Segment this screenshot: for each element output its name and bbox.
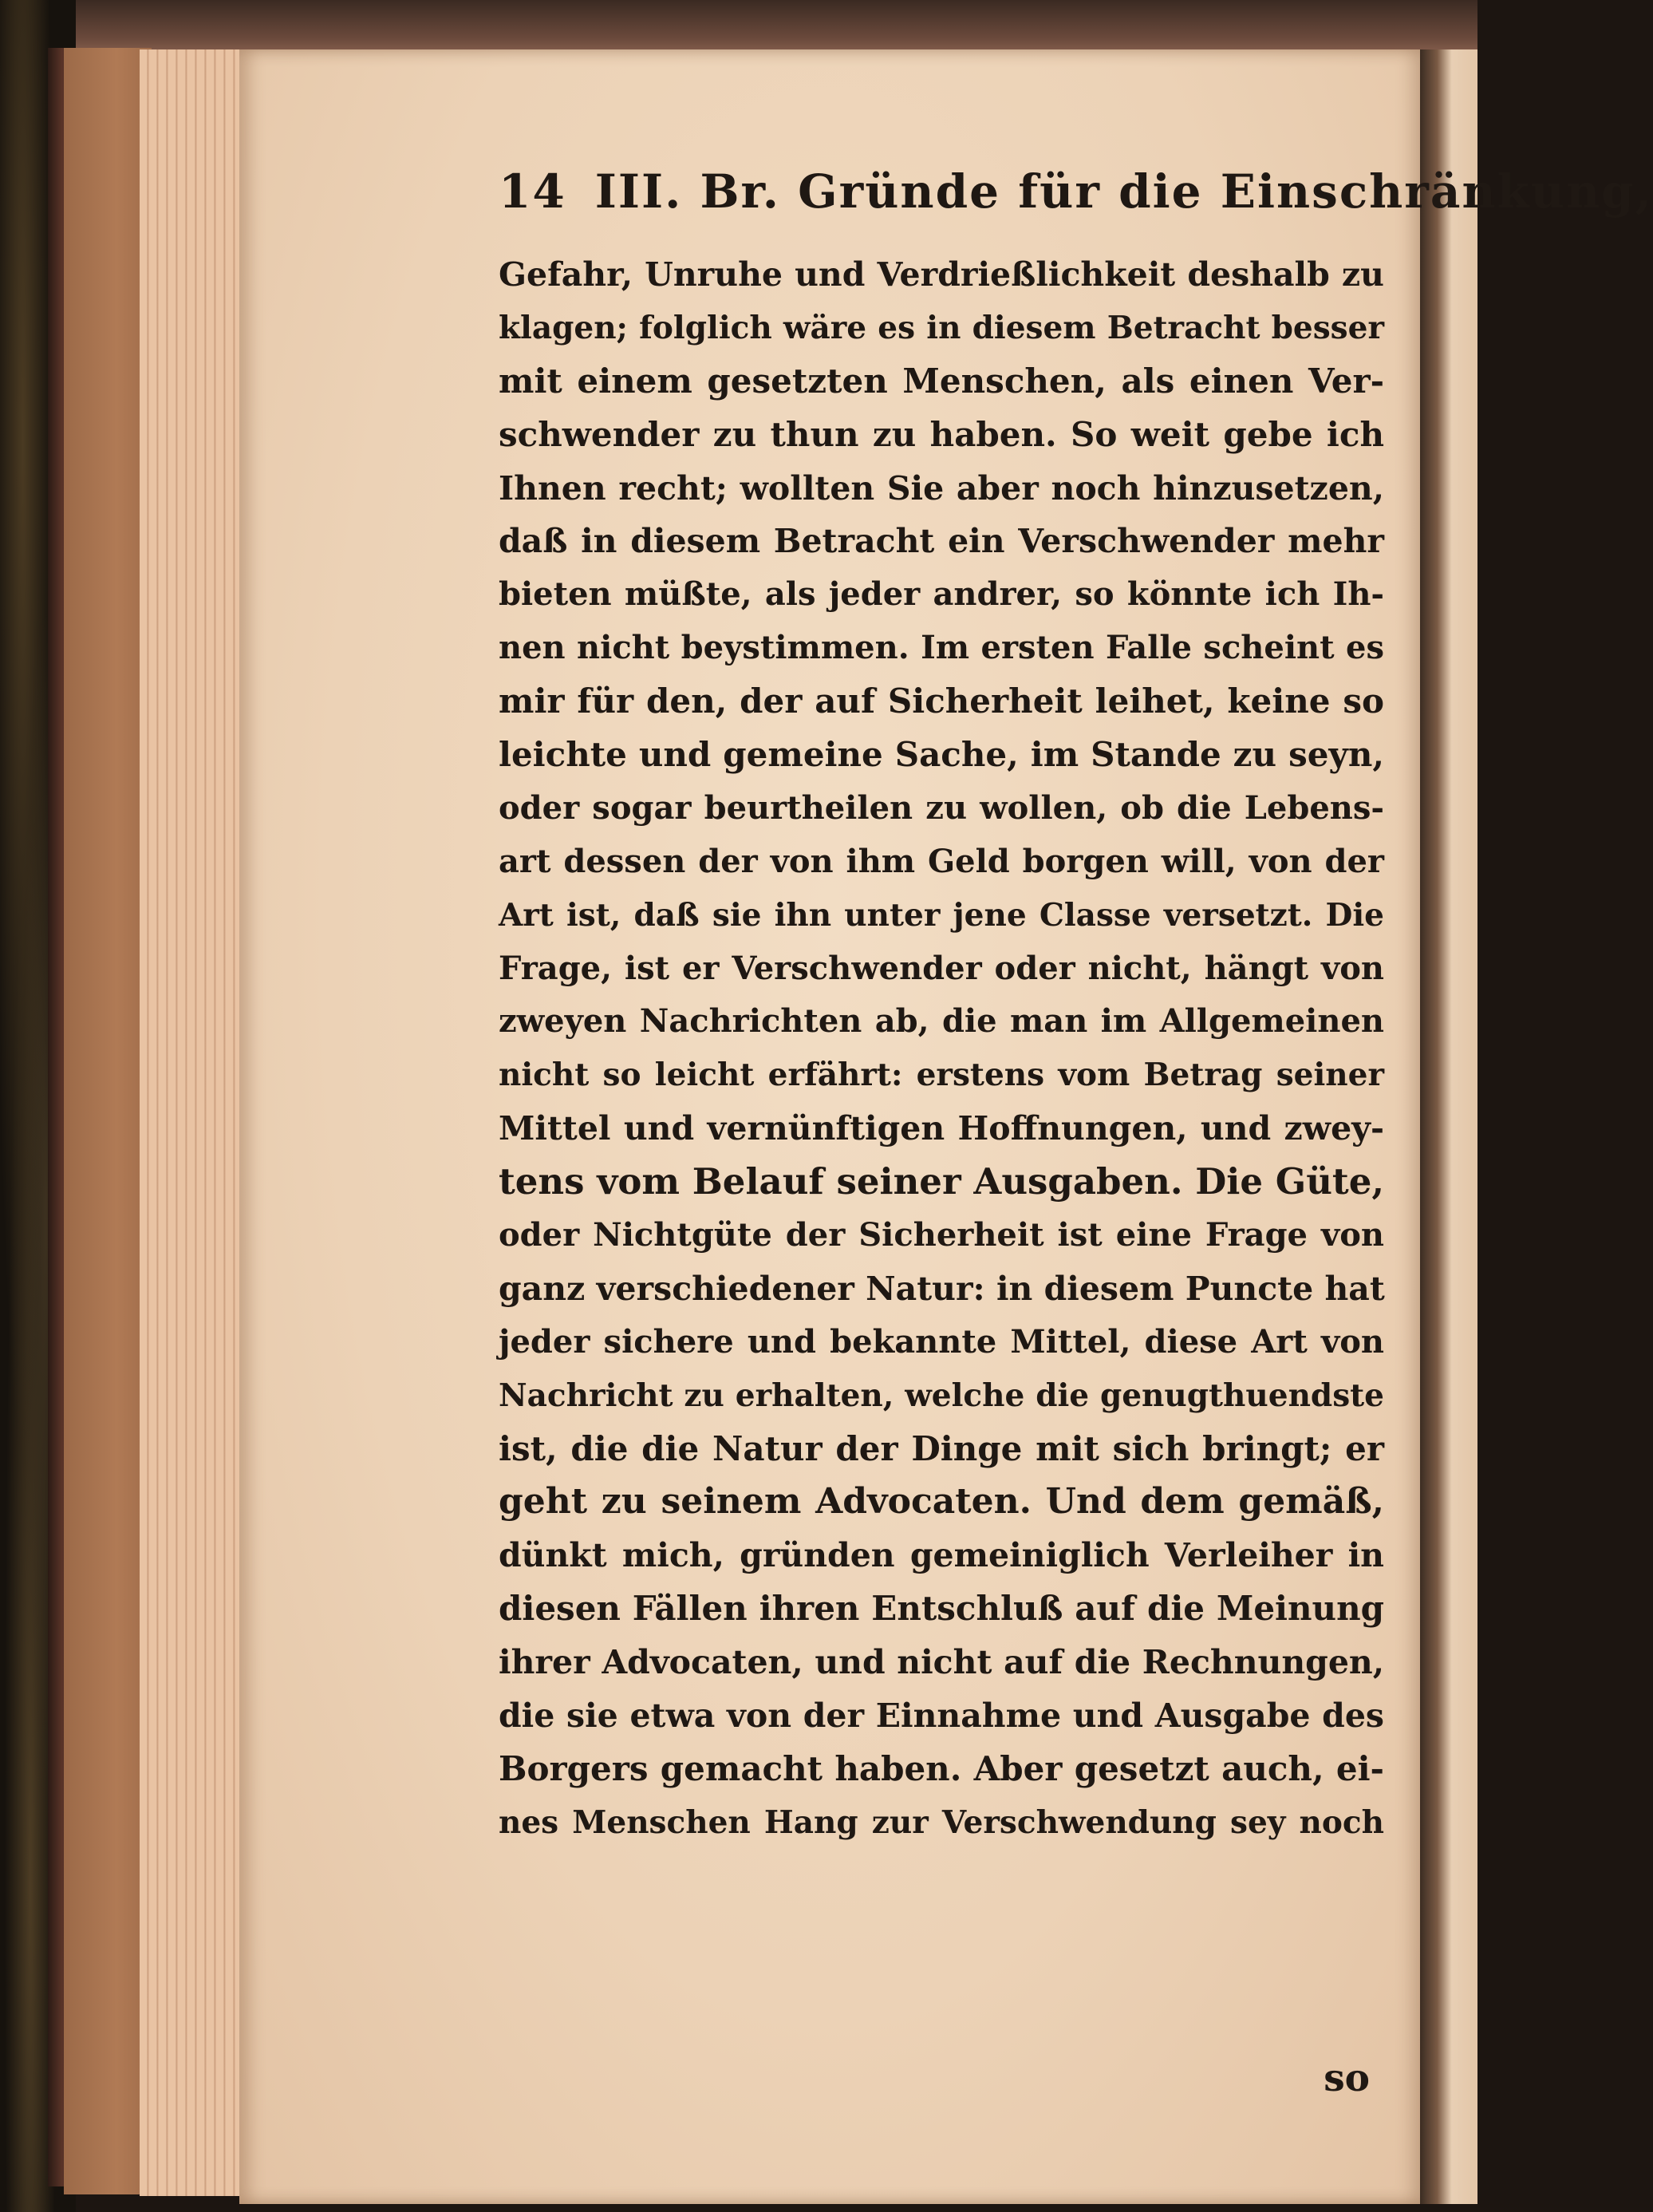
text-line: Borgers gemacht haben. Aber gesetzt auch, ei- bbox=[499, 1748, 1384, 1788]
text-line: diesen Fällen ihren Entschluß auf die Meinung bbox=[499, 1589, 1384, 1629]
text-line: nicht so leicht erfährt: erstens vom Betrag seiner bbox=[499, 1057, 1384, 1094]
text-line: leichte und gemeine Sache, im Stande zu seyn, bbox=[499, 735, 1384, 775]
text-line: nen nicht beystimmen. Im ersten Falle scheint es bbox=[499, 629, 1384, 667]
text-line: ganz verschiedener Natur: in diesem Puncte hat bbox=[499, 1269, 1385, 1308]
text-line: oder Nichtgüte der Sicherheit ist eine Frage von bbox=[499, 1216, 1384, 1254]
text-line: ist, die die Natur der Dinge mit sich bringt; er bbox=[499, 1428, 1384, 1468]
text-line: die sie etwa von der Einnahme und Ausgabe des bbox=[499, 1697, 1384, 1736]
text-line: daß in diesem Betracht ein Verschwender mehr bbox=[499, 522, 1384, 561]
text-line: oder sogar beurtheilen zu wollen, ob die Lebens- bbox=[499, 788, 1384, 827]
page-text-block bbox=[499, 164, 1653, 2100]
text-line: geht zu seinem Advocaten. Und dem gemäß, bbox=[499, 1481, 1384, 1523]
text-line: klagen; folglich wäre es in diesem Betracht besser bbox=[499, 309, 1384, 346]
text-line: zweyen Nachrichten ab, die man im Allgemeinen bbox=[499, 1002, 1384, 1041]
text-line: mir für den, der auf Sicherheit leihet, keine so bbox=[499, 681, 1384, 721]
running-title: III. Br. Gründe für die Einschränkung, bbox=[594, 164, 1653, 219]
next-page-edge bbox=[1420, 49, 1477, 2204]
text-line: nes Menschen Hang zur Verschwendung sey noch bbox=[499, 1803, 1384, 1841]
text-line: art dessen der von ihm Geld borgen will, von der bbox=[499, 842, 1384, 880]
cover-top-edge bbox=[76, 0, 1477, 56]
text-line: Mittel und vernünftigen Hoffnungen, und zwey- bbox=[499, 1109, 1384, 1148]
catchword: so bbox=[1324, 2056, 1370, 2100]
text-line: Gefahr, Unruhe und Verdrießlichkeit deshalb zu bbox=[499, 255, 1384, 294]
text-line: bieten müßte, als jeder andrer, so könnte ich Ih- bbox=[499, 575, 1384, 614]
text-line: Frage, ist er Verschwender oder nicht, hängt von bbox=[499, 949, 1384, 987]
page-number: 14 bbox=[499, 164, 566, 219]
cover-pastedown bbox=[64, 48, 152, 2194]
text-line: Art ist, daß sie ihn unter jene Classe versetzt. Die bbox=[499, 896, 1384, 934]
text-line: schwender zu thun zu haben. So weit gebe ich bbox=[499, 414, 1384, 454]
running-header bbox=[499, 164, 1653, 219]
text-line: ihrer Advocaten, und nicht auf die Rechnungen, bbox=[499, 1643, 1384, 1682]
text-line: jeder sichere und bekannte Mittel, diese Art von bbox=[499, 1322, 1384, 1361]
text-line: dünkt mich, gründen gemeiniglich Verleiher in bbox=[499, 1536, 1384, 1575]
text-line: Ihnen recht; wollten Sie aber noch hinzusetzen, bbox=[499, 468, 1384, 508]
body-text bbox=[499, 248, 1384, 1850]
text-line: tens vom Belauf seiner Ausgaben. Die Güte, bbox=[499, 1160, 1384, 1203]
text-line: Nachricht zu erhalten, welche die genugthuendste bbox=[499, 1377, 1384, 1414]
text-line: mit einem gesetzten Menschen, als einen Ver- bbox=[499, 361, 1384, 401]
